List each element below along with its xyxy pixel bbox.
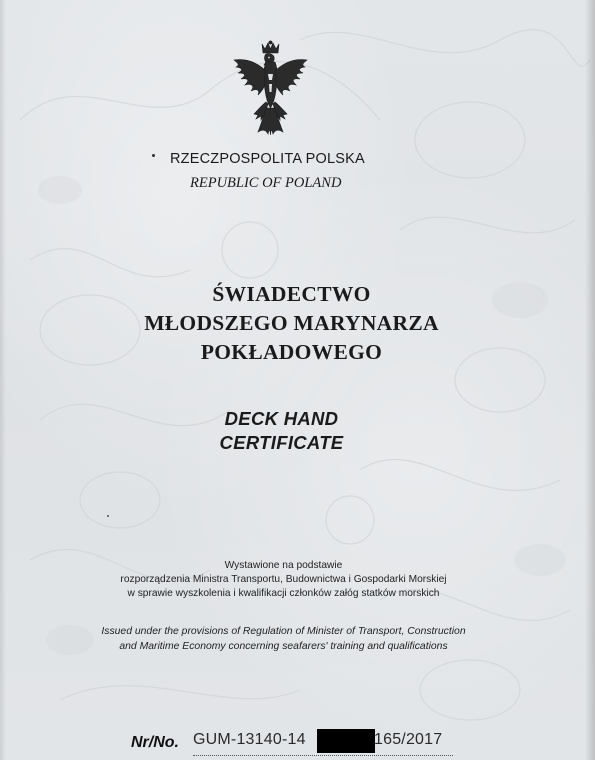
certificate-number-label: Nr/No. — [131, 734, 179, 751]
title-polish-line-3: POKŁADOWEGO — [200, 340, 383, 364]
country-name-english: REPUBLIC OF POLAND — [190, 175, 342, 191]
certificate-number-prefix: GUM-13140-14 — [193, 731, 306, 748]
print-dot — [152, 154, 155, 157]
certificate-number-suffix: 165/2017 — [374, 731, 443, 748]
title-polish-line-1: ŚWIADECTWO — [212, 282, 371, 306]
title-polish-line-2: MŁODSZEGO MARYNARZA — [144, 311, 439, 335]
polish-eagle-emblem-icon — [228, 40, 313, 136]
certificate-number-field — [193, 729, 453, 756]
title-english-line-2: CERTIFICATE — [219, 432, 344, 453]
legal-basis-english-line-2: and Maritime Economy concerning seafarers' training and qualifications — [119, 641, 448, 652]
legal-basis-polish-line-2: rozporządzenia Ministra Transportu, Budownictwa i Gospodarki Morskiej — [120, 574, 447, 585]
legal-basis-polish-line-1: Wystawione na podstawie — [224, 560, 343, 571]
title-english-line-1: DECK HAND — [224, 408, 339, 429]
country-name-polish: RZECZPOSPOLITA POLSKA — [170, 151, 365, 167]
legal-basis-english-line-1: Issued under the provisions of Regulation of Minister of Transport, Construction — [101, 626, 466, 637]
redaction-box — [317, 729, 375, 753]
paper-speck — [107, 515, 109, 517]
legal-basis-polish-line-3: w sprawie wyszkolenia i kwalifikacji członków załóg statków morskich — [127, 588, 440, 599]
paper-edge-right — [585, 0, 595, 760]
